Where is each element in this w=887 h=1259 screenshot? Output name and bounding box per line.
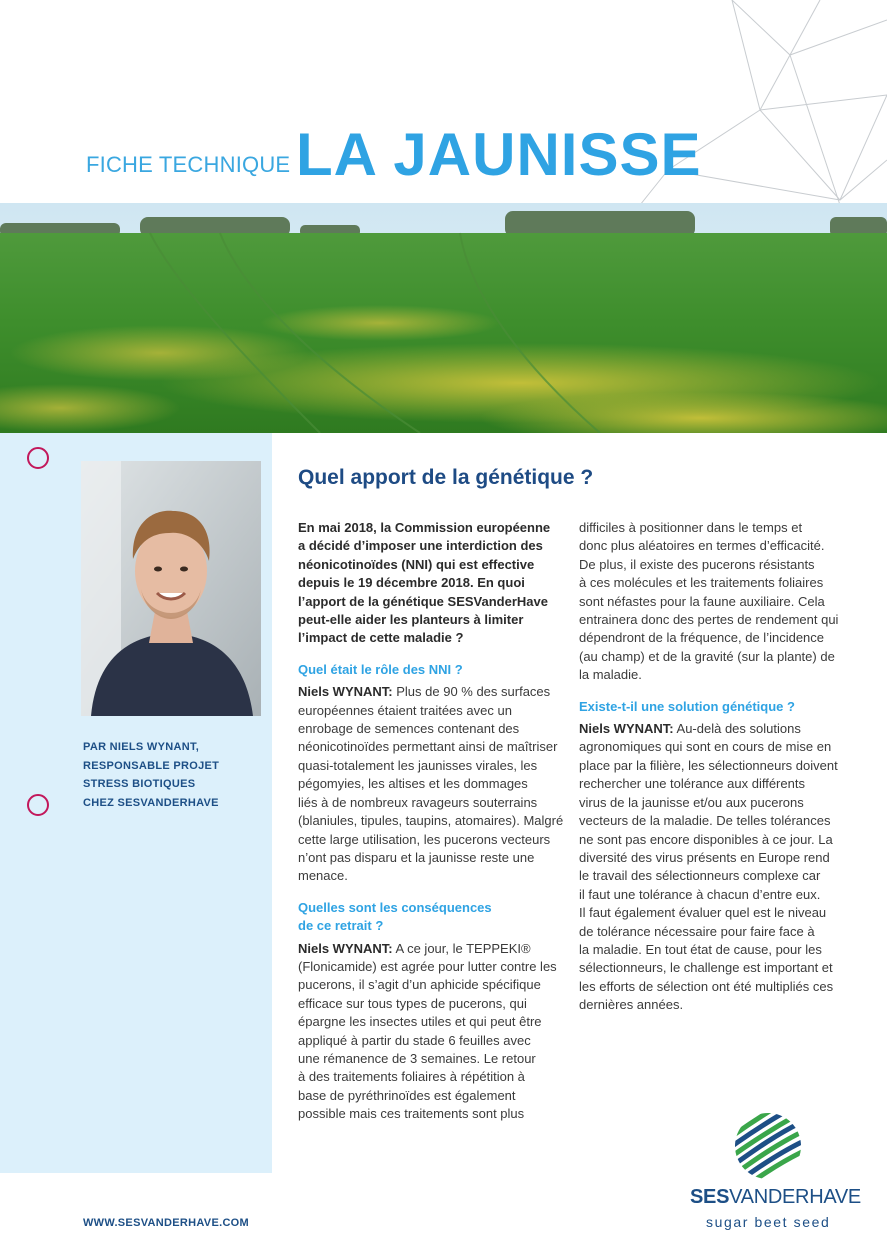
answer-line: appliqué à partir du stade 6 feuilles avec: [298, 1032, 531, 1048]
globe-logo-icon: [733, 1111, 803, 1181]
answer-line: donc plus aléatoires en termes d’efficacité.: [579, 538, 825, 554]
intro-paragraph: [298, 519, 563, 648]
answer-line: européennes étaient traitées avec un: [298, 702, 512, 718]
author-portrait-photo: [81, 461, 261, 716]
article-column-2: [579, 519, 849, 1015]
ring-decor: [27, 447, 49, 469]
intro-line: néonicotinoïdes (NNI) qui est effective: [298, 556, 535, 572]
brand-bold: SES: [690, 1186, 730, 1208]
answer-line: sélectionneurs, le challenge est important et: [579, 960, 833, 976]
question-3: Existe-t-il une solution génétique ?: [579, 698, 795, 714]
byline-line: STRESS BIOTIQUES: [83, 778, 196, 790]
answer-line: difficiles à positionner dans le temps et: [579, 520, 803, 535]
answer-1: [298, 683, 563, 885]
answer-line: ne sont pas encore disponibles à ce jour. La: [579, 831, 833, 847]
answer-line: agronomiques qui sont en cours de mise en: [579, 739, 832, 755]
article-heading: Quel apport de la génétique ?: [298, 466, 594, 489]
answer-line: base de pyréthrinoïdes est également: [298, 1087, 516, 1103]
answer-line: (Flonicamide) est agrée pour lutter contre les: [298, 958, 557, 974]
answer-line: épargne les insectes utiles et qui peut être: [298, 1014, 542, 1030]
brand-light: VANDERHAVE: [729, 1186, 861, 1208]
answer-line: Plus de 90 % des surfaces: [392, 684, 551, 700]
question-1: Quel était le rôle des NNI ?: [298, 661, 463, 677]
intro-line: l’apport de la génétique SESVanderHave: [298, 593, 548, 609]
intro-line: depuis le 19 décembre 2018. En quoi: [298, 575, 525, 591]
answer-line: A ce jour, le TEPPEKI®: [392, 940, 531, 956]
answer-line: efficace sur tous types de pucerons, qui: [298, 995, 527, 1011]
answer-line: dernières années.: [579, 997, 684, 1013]
answer-line: virus de la jaunisse et/ou aux pucerons: [579, 794, 804, 810]
speaker-name: Niels WYNANT:: [298, 684, 393, 700]
answer-line: néonicotinoïdes permettant ainsi de maîtriser: [298, 739, 558, 755]
answer-3: [579, 720, 849, 1015]
intro-line: peut-elle aider les planteurs à limiter: [298, 612, 524, 628]
answer-line: cette large utilisation, les pucerons vecteurs: [298, 831, 551, 847]
answer-line: (au champ) et de la gravité (sur la plante) de: [579, 648, 835, 664]
answer-2-continued: [579, 519, 849, 685]
answer-line: (blaniules, tipules, taupins, atomaires). Malgré: [298, 813, 564, 829]
answer-2: [298, 940, 563, 1124]
answer-line: il faut une tolérance à chacun d’entre eux.: [579, 886, 821, 902]
question-line: Quelles sont les conséquences: [298, 899, 492, 915]
answer-line: Au-delà des solutions: [673, 721, 801, 737]
answer-line: dépendront de la fréquence, de l’incidence: [579, 630, 825, 646]
answer-line: à ces molécules et les traitements foliaires: [579, 575, 824, 591]
crop-field-photo: [0, 203, 887, 433]
answer-line: de tolérance nécessaire pour faire face à: [579, 923, 815, 939]
answer-line: entrainera donc des pertes de rendement qui: [579, 612, 839, 628]
page-title: LA JAUNISSE: [296, 121, 702, 188]
ring-decor: [27, 794, 49, 816]
answer-line: menace.: [298, 868, 348, 884]
answer-line: De plus, il existe des pucerons résistants: [579, 556, 815, 572]
byline-line: CHEZ SESVANDERHAVE: [83, 796, 219, 809]
answer-line: quasi-totalement les jaunisses virales, les: [298, 757, 538, 773]
answer-line: rechercher une tolérance aux différents: [579, 776, 805, 792]
website-link[interactable]: WWW.SESVANDERHAVE.COM: [83, 1217, 250, 1229]
intro-line: En mai 2018, la Commission européenne: [298, 520, 551, 535]
answer-line: la maladie.: [579, 667, 642, 683]
brand-wordmark: [690, 1186, 861, 1209]
answer-line: les efforts de sélection ont été multipliés ces: [579, 978, 834, 994]
answer-line: n’ont pas disparu et la jaunisse reste une: [298, 849, 535, 865]
question-2: [298, 899, 563, 936]
question-line: de ce retrait ?: [298, 918, 384, 934]
brand-tagline: sugar beet seed: [706, 1214, 831, 1230]
answer-line: pucerons, il s’agit d’un aphicide spécifique: [298, 977, 541, 993]
answer-line: diversité des virus présents en Europe rend: [579, 849, 830, 865]
answer-line: possible mais ces traitements sont plus: [298, 1106, 525, 1122]
answer-line: la maladie. En tout état de cause, pour les: [579, 941, 822, 957]
speaker-name: Niels WYNANT:: [579, 721, 674, 737]
answer-line: place par la filière, les sélectionneurs doivent: [579, 757, 838, 773]
intro-line: a décidé d’imposer une interdiction des: [298, 538, 543, 554]
answer-line: vecteurs de la maladie. De telles tolérances: [579, 813, 831, 829]
answer-line: sont néfastes pour la faune auxiliaire. Cela: [579, 593, 825, 609]
byline-line: PAR NIELS WYNANT,: [83, 741, 200, 753]
speaker-name: Niels WYNANT:: [298, 940, 393, 956]
author-byline: [83, 738, 219, 812]
answer-line: liés à de nombreux ravageurs souterrains: [298, 794, 538, 810]
byline-line: RESPONSABLE PROJET: [83, 759, 220, 772]
answer-line: à des traitements foliaires à répétition à: [298, 1069, 525, 1085]
answer-line: pégomyies, les altises et les dommages: [298, 776, 528, 792]
answer-line: une rémanence de 3 semaines. Le retour: [298, 1050, 536, 1066]
intro-line: l’impact de cette maladie ?: [298, 630, 464, 646]
answer-line: Il faut également évaluer quel est le niveau: [579, 905, 827, 921]
kicker-label: FICHE TECHNIQUE: [86, 152, 291, 177]
answer-line: enrobage de semences contenant des: [298, 721, 520, 737]
answer-line: le travail des sélectionneurs complexe car: [579, 868, 821, 884]
article-column-1: [298, 519, 563, 1124]
